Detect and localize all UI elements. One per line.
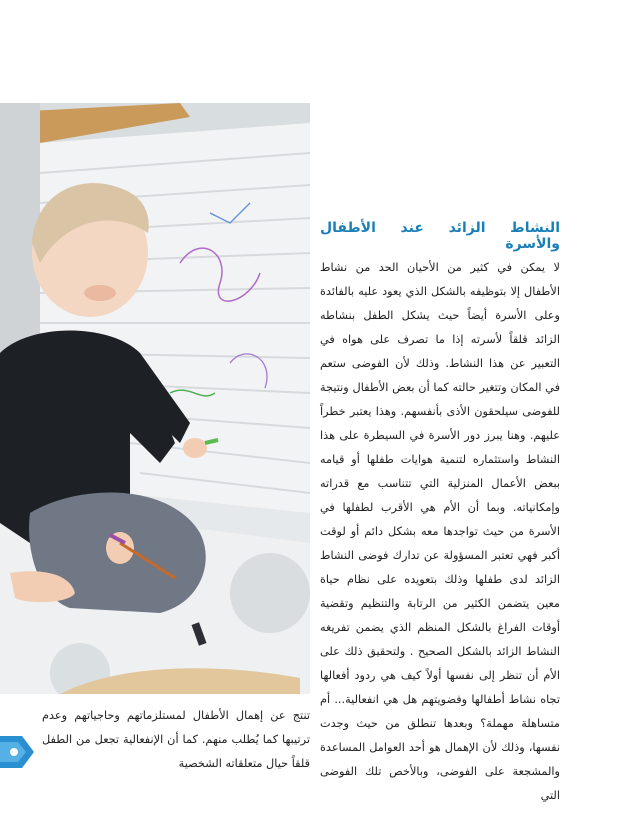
- child-drawing-photo: [0, 103, 310, 694]
- article-body-left: تنتج عن إهمال الأطفال لمستلزماتهم وحاجياتهم وعدم ترتيبها كما يُطلب منهم. كما أن الإنفعالية تجعل من الطفل قلقاً حيال متعلقاته الشخصية: [42, 709, 310, 770]
- article-left-column: [42, 704, 310, 776]
- article-right-column: [320, 220, 560, 808]
- article-heading: النشاط الزائد عند الأطفال والأسرة: [320, 220, 560, 252]
- article-body-right: لا يمكن في كثير من الأحيان الحد من نشاط الأطفال إلا بتوظيفه بالشكل الذي يعود عليه بالفائدة وعلى الأسرة أيضاً حيث يشكل الطفل بنشاطه الزائد قلقاً لأسرته إذا ما تصرف على هواه في التعبير عن هذا النشاط. وذلك لأن الفوضى ستعم في المكان وتتغير حالته كما أن بعض الأطفال ونتيجة للفوضى سيلحقون الأذى بأنفسهم. وهذا يعتبر خطراً عليهم. وهنا يبرز دور الأسرة في السيطرة على هذا النشاط واستثماره لتنمية هوايات طفلها أو قيامه ببعض الأعمال المنزلية التي تتناسب مع قدراته وإمكانياته. وبما أن الأم هي الأقرب لطفلها في الأسرة من حيث تواجدها معه بشكل دائم أو لوقت أكبر فهي تعتبر المسؤولة عن تدارك فوضى النشاط الزائد لدى طفلها وذلك بتعويده على نظام حياة معين يتضمن الكثير من الرتابة والتنظيم وتقضية أوقات الفراغ بالشكل المنظم الذي يضمن تفريغه النشاط الزائد بالشكل الصحيح . ولتحقيق ذلك على الأم أن تنظر إلى نفسها أولاً كيف هي ردود أفعالها تجاه نشاط أطفالها وفضويتهم هل هي انفعالية... أم متساهلة مهملة؟ وبعدها تنطلق من حيث وجدت نفسها، وذلك لأن الإهمال هو أحد العوامل المساعدة والمشجعة على الفوضى، وبالأخص تلك الفوضى التي: [320, 261, 560, 802]
- page-marker-icon: [0, 732, 38, 772]
